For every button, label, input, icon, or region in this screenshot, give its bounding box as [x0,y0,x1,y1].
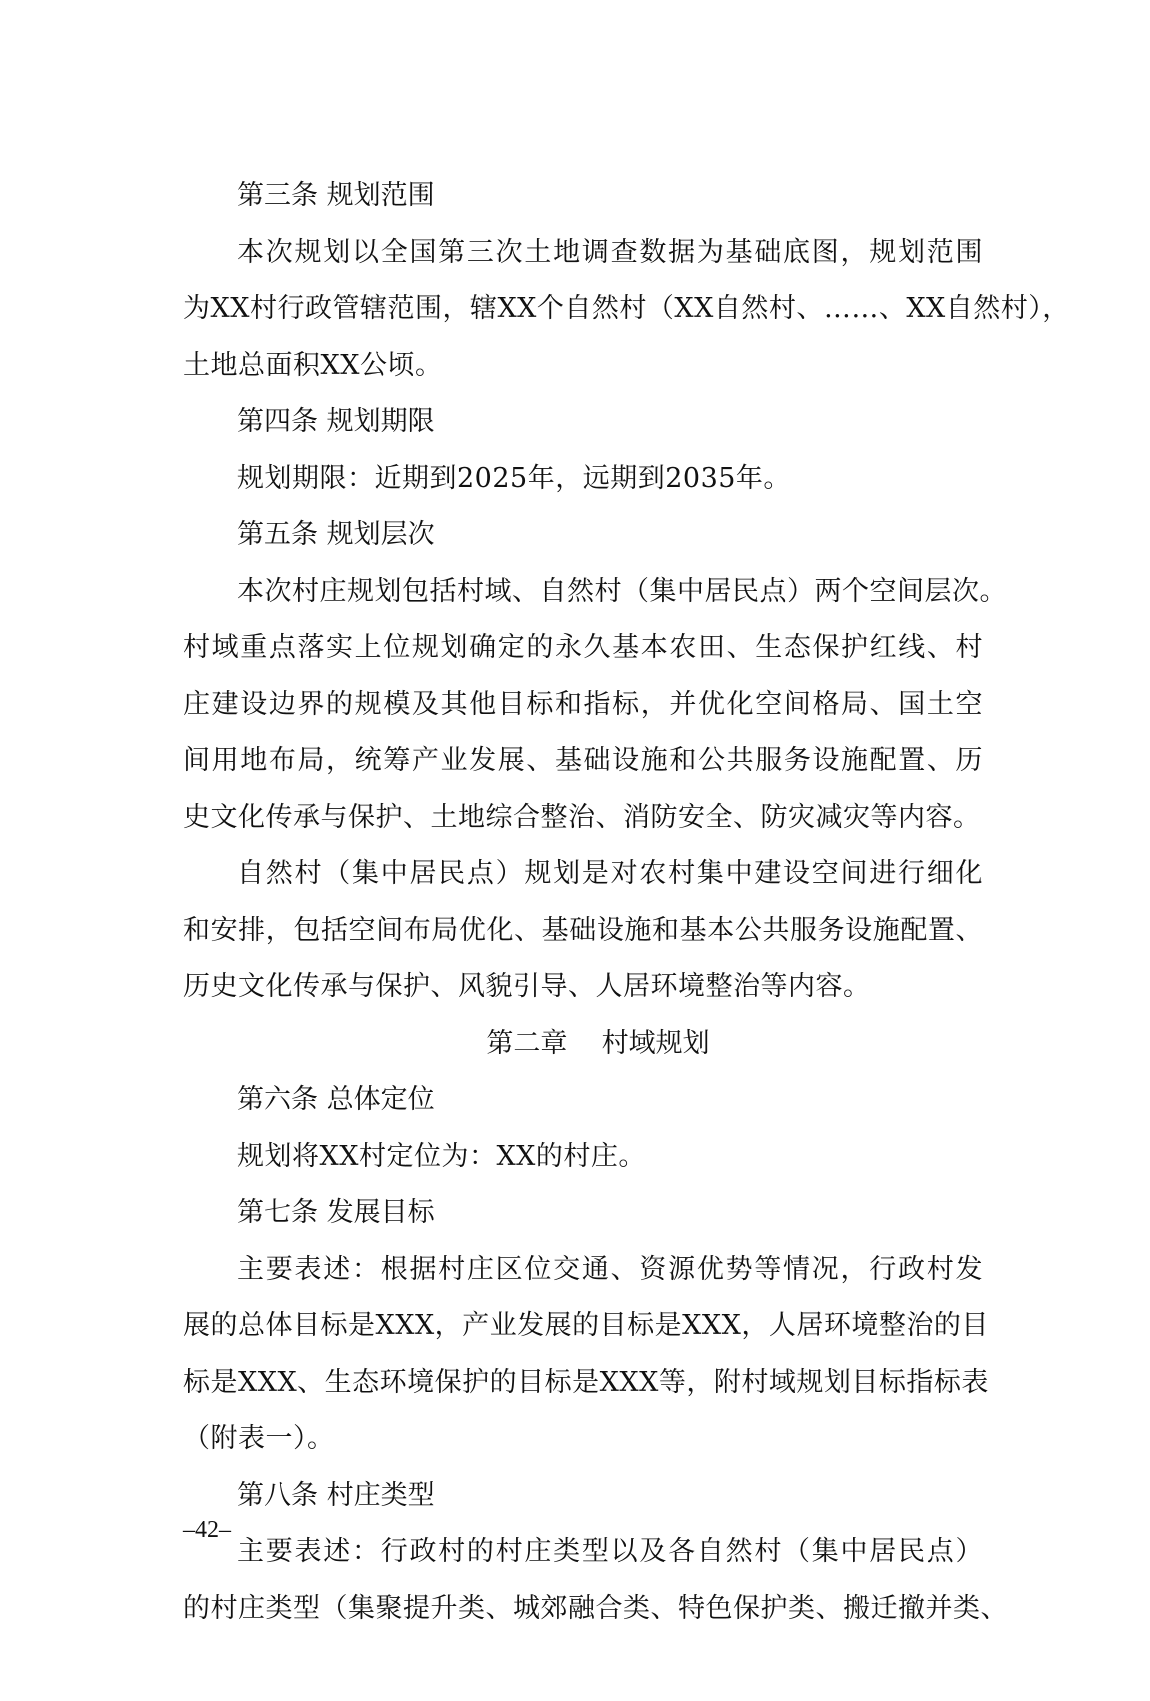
paragraph-line: 庄建设边界的规模及其他目标和指标，并优化空间格局、国土空 [183,688,983,720]
paragraph-line: 标是XXX、生态环境保护的目标是XXX等，附村域规划目标指标表 [183,1366,989,1398]
paragraph-line: 规划期限：近期到2025年，远期到2035年。 [237,462,791,494]
paragraph-line: 本次村庄规划包括村域、自然村（集中居民点）两个空间层次。 [237,575,1007,607]
paragraph-line: 为XX村行政管辖范围，辖XX个自然村（XX自然村、……、XX自然村）， [183,293,1070,324]
paragraph-line: 间用地布局，统筹产业发展、基础设施和公共服务设施配置、历 [183,745,983,776]
article-heading: 第六条 总体定位 [237,1084,435,1115]
paragraph [183,225,1070,395]
paragraph-line: 展的总体目标是XXX，产业发展的目标是XXX，人居环境整治的目 [183,1310,989,1341]
article-heading: 第四条 规划期限 [237,406,435,437]
article-heading: 第七条 发展目标 [237,1197,435,1228]
paragraph-line: 主要表述：根据村庄区位交通、资源优势等情况，行政村发 [237,1253,983,1285]
page-number: –42– [183,1517,231,1543]
paragraph-line: 土地总面积XX公顷。 [183,349,443,381]
article-heading: 第五条 规划层次 [237,519,435,550]
paragraph-line: 的村庄类型（集聚提升类、城郊融合类、特色保护类、搬迁撤并类、 [183,1592,1008,1624]
article-heading: 第三条 规划范围 [237,180,435,211]
paragraph-line: 历史文化传承与保护、风貌引导、人居环境整治等内容。 [183,971,871,1002]
paragraph-line: 主要表述：行政村的村庄类型以及各自然村（集中居民点） [237,1536,983,1567]
paragraph-line: 村域重点落实上位规划确定的永久基本农田、生态保护红线、村 [183,632,983,663]
paragraph-line: （附表一）。 [183,1423,335,1454]
paragraph [183,451,983,508]
paragraph-line: 史文化传承与保护、土地综合整治、消防安全、防灾减灾等内容。 [183,801,981,833]
document-body [183,168,1070,1637]
paragraph-line: 和安排，包括空间布局优化、基础设施和基本公共服务设施配置、 [183,914,983,946]
chapter-title: 第二章 村域规划 [486,1027,710,1059]
paragraph [183,1524,1008,1637]
paragraph [183,846,983,1016]
paragraph-line: 规划将XX村定位为：XX的村庄。 [237,1140,646,1172]
paragraph-line: 本次规划以全国第三次土地调查数据为基础底图，规划范围 [237,236,983,268]
paragraph [183,564,1007,847]
paragraph [183,1129,983,1186]
paragraph [183,1242,989,1468]
article-heading: 第八条 村庄类型 [237,1479,435,1511]
paragraph-line: 自然村（集中居民点）规划是对农村集中建设空间进行细化 [237,858,983,889]
